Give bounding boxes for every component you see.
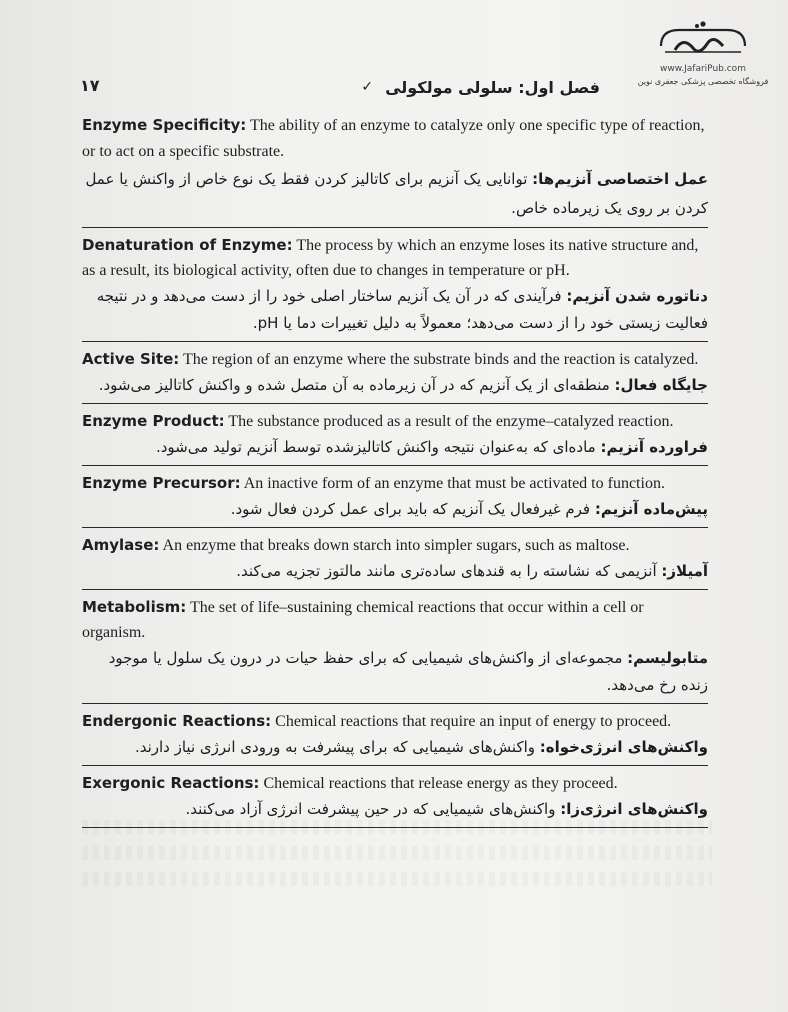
glossary-entry [82, 466, 708, 528]
jafari-logo-icon [653, 16, 753, 64]
english-definition [82, 233, 708, 283]
show-through-text [82, 872, 712, 886]
term: Active Site: [82, 350, 180, 368]
definition-fa: آنزیمی که نشاسته را به قندهای ساده‌تری مانند مالتوز تجزیه می‌کند. [236, 562, 662, 580]
publisher-url: www.JafariPub.com [660, 64, 746, 74]
chapter-title: فصل اول: سلولی مولکولی [385, 77, 600, 97]
glossary-entry [82, 704, 708, 766]
glossary-list [82, 107, 708, 828]
publisher-logo [628, 16, 778, 96]
term: Endergonic Reactions: [82, 712, 272, 730]
definition-fa: ماده‌ای که به‌عنوان نتیجه واکنش کاتالیزشده توسط آنزیم تولید می‌شود. [155, 438, 601, 456]
term-fa: فراورده آنزیم: [600, 438, 708, 456]
english-definition [82, 471, 708, 496]
glossary-entry [82, 342, 708, 404]
english-definition [82, 533, 708, 558]
english-definition [82, 771, 708, 796]
persian-definition [82, 283, 708, 337]
term-fa: واکنش‌های انرژی‌خواه: [539, 738, 708, 756]
term: Enzyme Product: [82, 412, 225, 430]
glossary-entry [82, 590, 708, 704]
term: Denaturation of Enzyme: [82, 236, 293, 254]
glossary-entry [82, 404, 708, 466]
persian-definition [82, 734, 708, 761]
publisher-tagline: فروشگاه تخصصی پزشکی جعفری نوین [637, 77, 769, 86]
term-fa: عمل اختصاصی آنزیم‌ها: [532, 170, 708, 188]
definition: The region of an enzyme where the substrate binds and the reaction is catalyzed. [179, 351, 699, 368]
show-through-text [82, 820, 712, 834]
definition: An enzyme that breaks down starch into simpler sugars, such as maltose. [159, 537, 630, 554]
persian-definition [82, 165, 708, 223]
definition: The ability of an enzyme to catalyze only one specific type of reaction, or to act on a specific substrate. [82, 117, 705, 160]
term: Amylase: [82, 536, 160, 554]
definition: The process by which an enzyme loses its native structure and, as a result, its biological activity, often due to changes in temperature or pH. [82, 237, 699, 279]
persian-definition [82, 496, 708, 523]
english-definition [82, 595, 708, 645]
glossary-entry [82, 766, 708, 828]
definition-fa: فرآیندی که در آن یک آنزیم ساختار اصلی خود را از دست می‌دهد و در نتیجه فعالیت زیستی خود را از دست می‌دهد؛ معمولاً به دلیل تغییرات دما یا pH. [96, 287, 708, 332]
glossary-entry [82, 107, 708, 228]
term-fa: جایگاه فعال: [614, 376, 708, 394]
term-fa: متابولیسم: [627, 649, 708, 667]
english-definition [82, 409, 708, 434]
term-fa: واکنش‌های انرژی‌زا: [560, 800, 708, 818]
show-through-text [82, 846, 712, 860]
term: Exergonic Reactions: [82, 774, 260, 792]
definition: The substance produced as a result of the enzyme–catalyzed reaction. [224, 413, 674, 430]
english-definition [82, 112, 708, 165]
glossary-entry [82, 528, 708, 590]
definition: The set of life–sustaining chemical reactions that occur within a cell or organism. [82, 599, 644, 641]
persian-definition [82, 434, 708, 461]
definition-fa: مجموعه‌ای از واکنش‌های شیمیایی که برای حفظ حیات در درون یک سلول یا موجود زنده رخ می‌دهد. [108, 649, 708, 694]
term: Enzyme Specificity: [82, 116, 247, 134]
definition: Chemical reactions that require an input of energy to proceed. [271, 713, 672, 730]
definition: An inactive form of an enzyme that must be activated to function. [240, 475, 665, 492]
english-definition [82, 347, 708, 372]
definition-fa: منطقه‌ای از یک آنزیم که در آن زیرماده به آن متصل شده و واکنش کاتالیز می‌شود. [98, 376, 615, 394]
definition-fa: فرم غیرفعال یک آنزیم که باید برای عمل کردن فعال شود. [230, 500, 595, 518]
term: Enzyme Precursor: [82, 474, 241, 492]
english-definition [82, 709, 708, 734]
running-header [80, 74, 600, 100]
term-fa: پیش‌ماده آنزیم: [594, 500, 708, 518]
persian-definition [82, 558, 708, 585]
check-mark-icon: ✓ [361, 79, 374, 95]
glossary-entry [82, 228, 708, 342]
persian-definition [82, 372, 708, 399]
definition-fa: واکنش‌های شیمیایی که برای پیشرفت به ورودی انرژی نیاز دارند. [134, 738, 540, 756]
page-number: ۱۷ [80, 76, 100, 95]
term: Metabolism: [82, 598, 187, 616]
persian-definition [82, 796, 708, 823]
definition-fa: واکنش‌های شیمیایی که در حین پیشرفت انرژی آزاد می‌کنند. [185, 800, 561, 818]
definition: Chemical reactions that release energy as they proceed. [259, 775, 618, 792]
term-fa: دناتوره شدن آنزیم: [566, 287, 708, 305]
persian-definition [82, 645, 708, 699]
term-fa: آمیلاز: [661, 562, 708, 580]
definition-fa: توانایی یک آنزیم برای کاتالیز کردن فقط یک نوع خاص از واکنش یا عمل کردن بر روی یک زیرماده خاص. [85, 170, 708, 217]
